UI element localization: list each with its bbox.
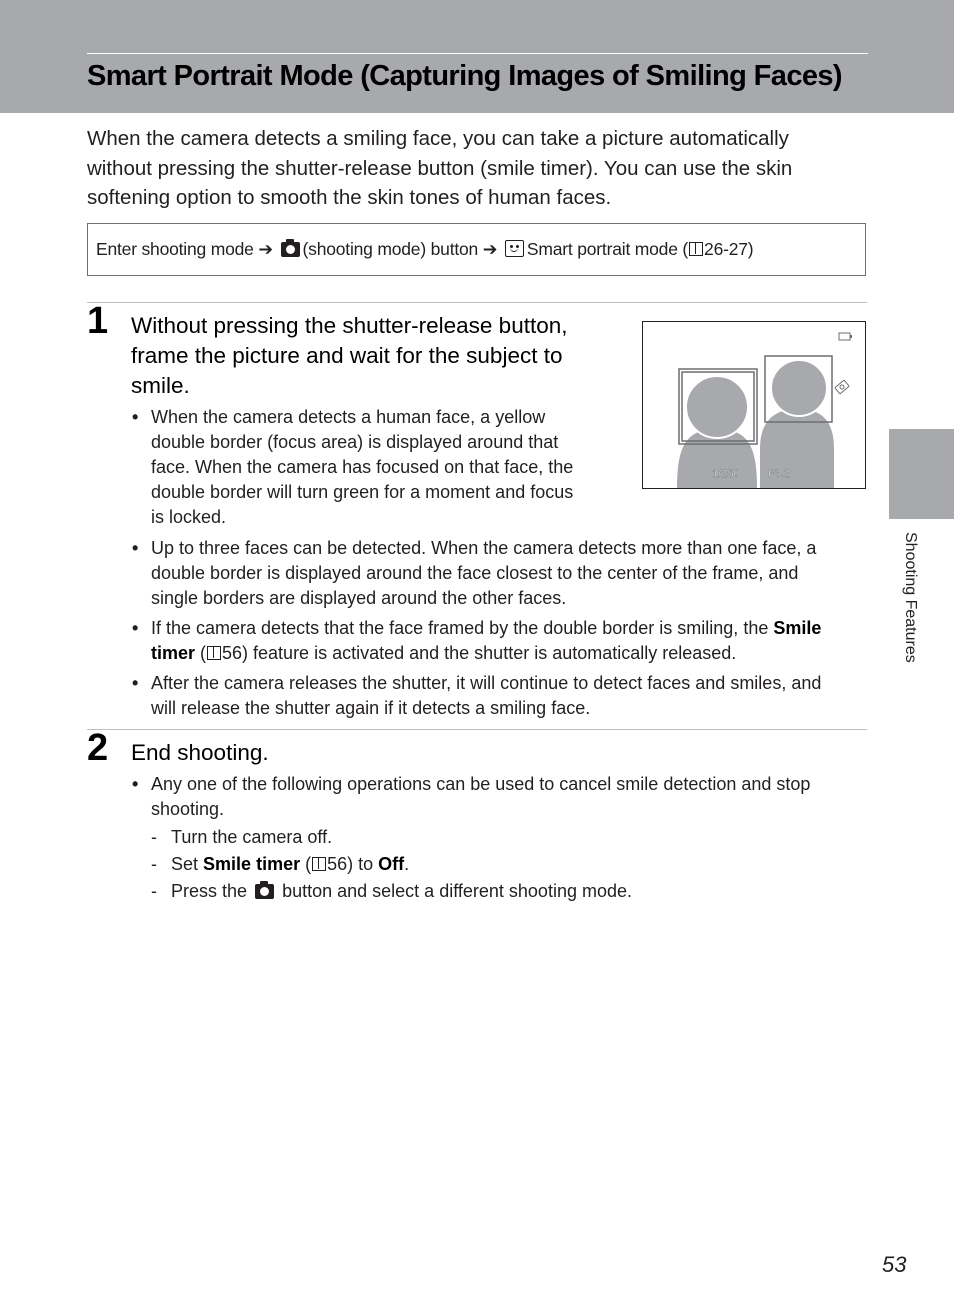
bullet-line: face. When the camera has focused on that face, the: [151, 457, 574, 477]
page-ref-icon: [689, 242, 703, 256]
bullet-line: single borders are displayed around the other faces.: [151, 588, 567, 608]
camera-icon: [281, 242, 300, 257]
page-ref-icon: [312, 857, 326, 871]
bullet-line: When the camera detects a human face, a yellow: [151, 407, 546, 427]
section-tab: [889, 429, 954, 519]
nav-step-button: (shooting mode) button: [302, 239, 479, 259]
bullet-line: shooting.: [151, 799, 225, 819]
bullet-line: timer ( 56) feature is activated and the shutter is automatically released.: [151, 643, 737, 663]
sub-item-text: Press the button and select a different shooting mode.: [171, 881, 632, 901]
page-ref-link[interactable]: 56) to: [327, 854, 374, 874]
bullet-line: After the camera releases the shutter, it will continue to detect faces and smiles, and: [151, 673, 822, 693]
term-smile-timer: Smile: [773, 618, 822, 638]
bullet-line: will release the shutter again if it detects a smiling face.: [151, 698, 591, 718]
arrow-icon: ➔: [258, 239, 273, 259]
page-number: 53: [882, 1252, 907, 1277]
step-number-2: 2: [87, 727, 109, 769]
bullet-line: Up to three faces can be detected. When the camera detects more than one face, a: [151, 538, 817, 558]
page-ref-link[interactable]: 56) feature is activated and the shutter is automatically released.: [222, 643, 737, 663]
bullet-line: If the camera detects that the face framed by the double border is smiling, the Smile: [151, 618, 822, 638]
person-2-head: [771, 360, 827, 416]
bullet-line: double border (focus area) is displayed around that: [151, 432, 559, 452]
camera-icon: [255, 884, 274, 899]
heading-line: Without pressing the shutter-release button,: [131, 313, 568, 338]
page-title: Smart Portrait Mode (Capturing Images of Smiling Faces): [87, 60, 842, 92]
heading-line: frame the picture and wait for the subject to: [131, 343, 563, 368]
arrow-icon: ➔: [482, 239, 498, 259]
camera-screen-illustration: [642, 321, 866, 489]
bullet-dot: •: [132, 618, 139, 638]
bullet-dot: •: [132, 538, 139, 558]
intro-line: When the camera detects a smiling face, you can take a picture automatically: [87, 127, 789, 150]
step-2-heading: End shooting.: [131, 740, 269, 765]
term-smile-timer: timer: [151, 643, 196, 663]
nav-step-shooting-mode: Enter shooting mode: [96, 239, 254, 259]
section-divider: [87, 302, 867, 303]
sub-item-text: Turn the camera off.: [171, 827, 333, 847]
section-divider: [87, 729, 867, 730]
person-1-head: [686, 376, 748, 438]
step-1-bullet: [132, 671, 866, 721]
page-ref-icon: [207, 646, 221, 660]
step-2-bullet: [132, 772, 866, 822]
bullet-line: Any one of the following operations can be used to cancel smile detection and stop: [151, 774, 811, 794]
aperture-readout: F3.2: [768, 468, 791, 480]
step-1-bullet: [132, 405, 621, 530]
bullet-dot: •: [132, 407, 139, 427]
step-number-1: 1: [87, 300, 109, 342]
navigation-box: [87, 223, 866, 276]
term-smile-timer: Smile timer: [203, 854, 301, 874]
bullet-line: double border is displayed around the face closest to the center of the frame, and: [151, 563, 799, 583]
nav-step-smart-portrait: Smart portrait mode (: [526, 239, 689, 259]
bullet-dot: •: [132, 673, 139, 693]
nav-page-ref[interactable]: 26-27): [704, 239, 754, 259]
intro-line: without pressing the shutter-release button (smile timer). You can use the skin: [87, 156, 793, 180]
step-1-bullet: [132, 536, 866, 611]
bullet-dot: •: [132, 774, 139, 794]
smile-mode-icon: [505, 240, 524, 257]
bullet-line: is locked.: [151, 507, 227, 527]
shutter-speed-readout: 1/250: [712, 468, 740, 480]
section-label: Shooting Features: [902, 532, 919, 663]
step-1-bullet: [132, 616, 866, 666]
heading-line: smile.: [131, 373, 190, 398]
sub-item-text: Set Smile timer ( 56) to Off.: [171, 854, 410, 874]
bullet-line: double border will turn green for a moment and focus: [151, 482, 574, 502]
step-1-heading: [131, 311, 568, 401]
intro-paragraph: [87, 124, 847, 213]
intro-line: softening option to smooth the skin tones of human faces.: [87, 186, 612, 209]
header-band: [0, 0, 954, 113]
term-off: Off: [378, 854, 405, 874]
header-rule: [87, 53, 868, 54]
